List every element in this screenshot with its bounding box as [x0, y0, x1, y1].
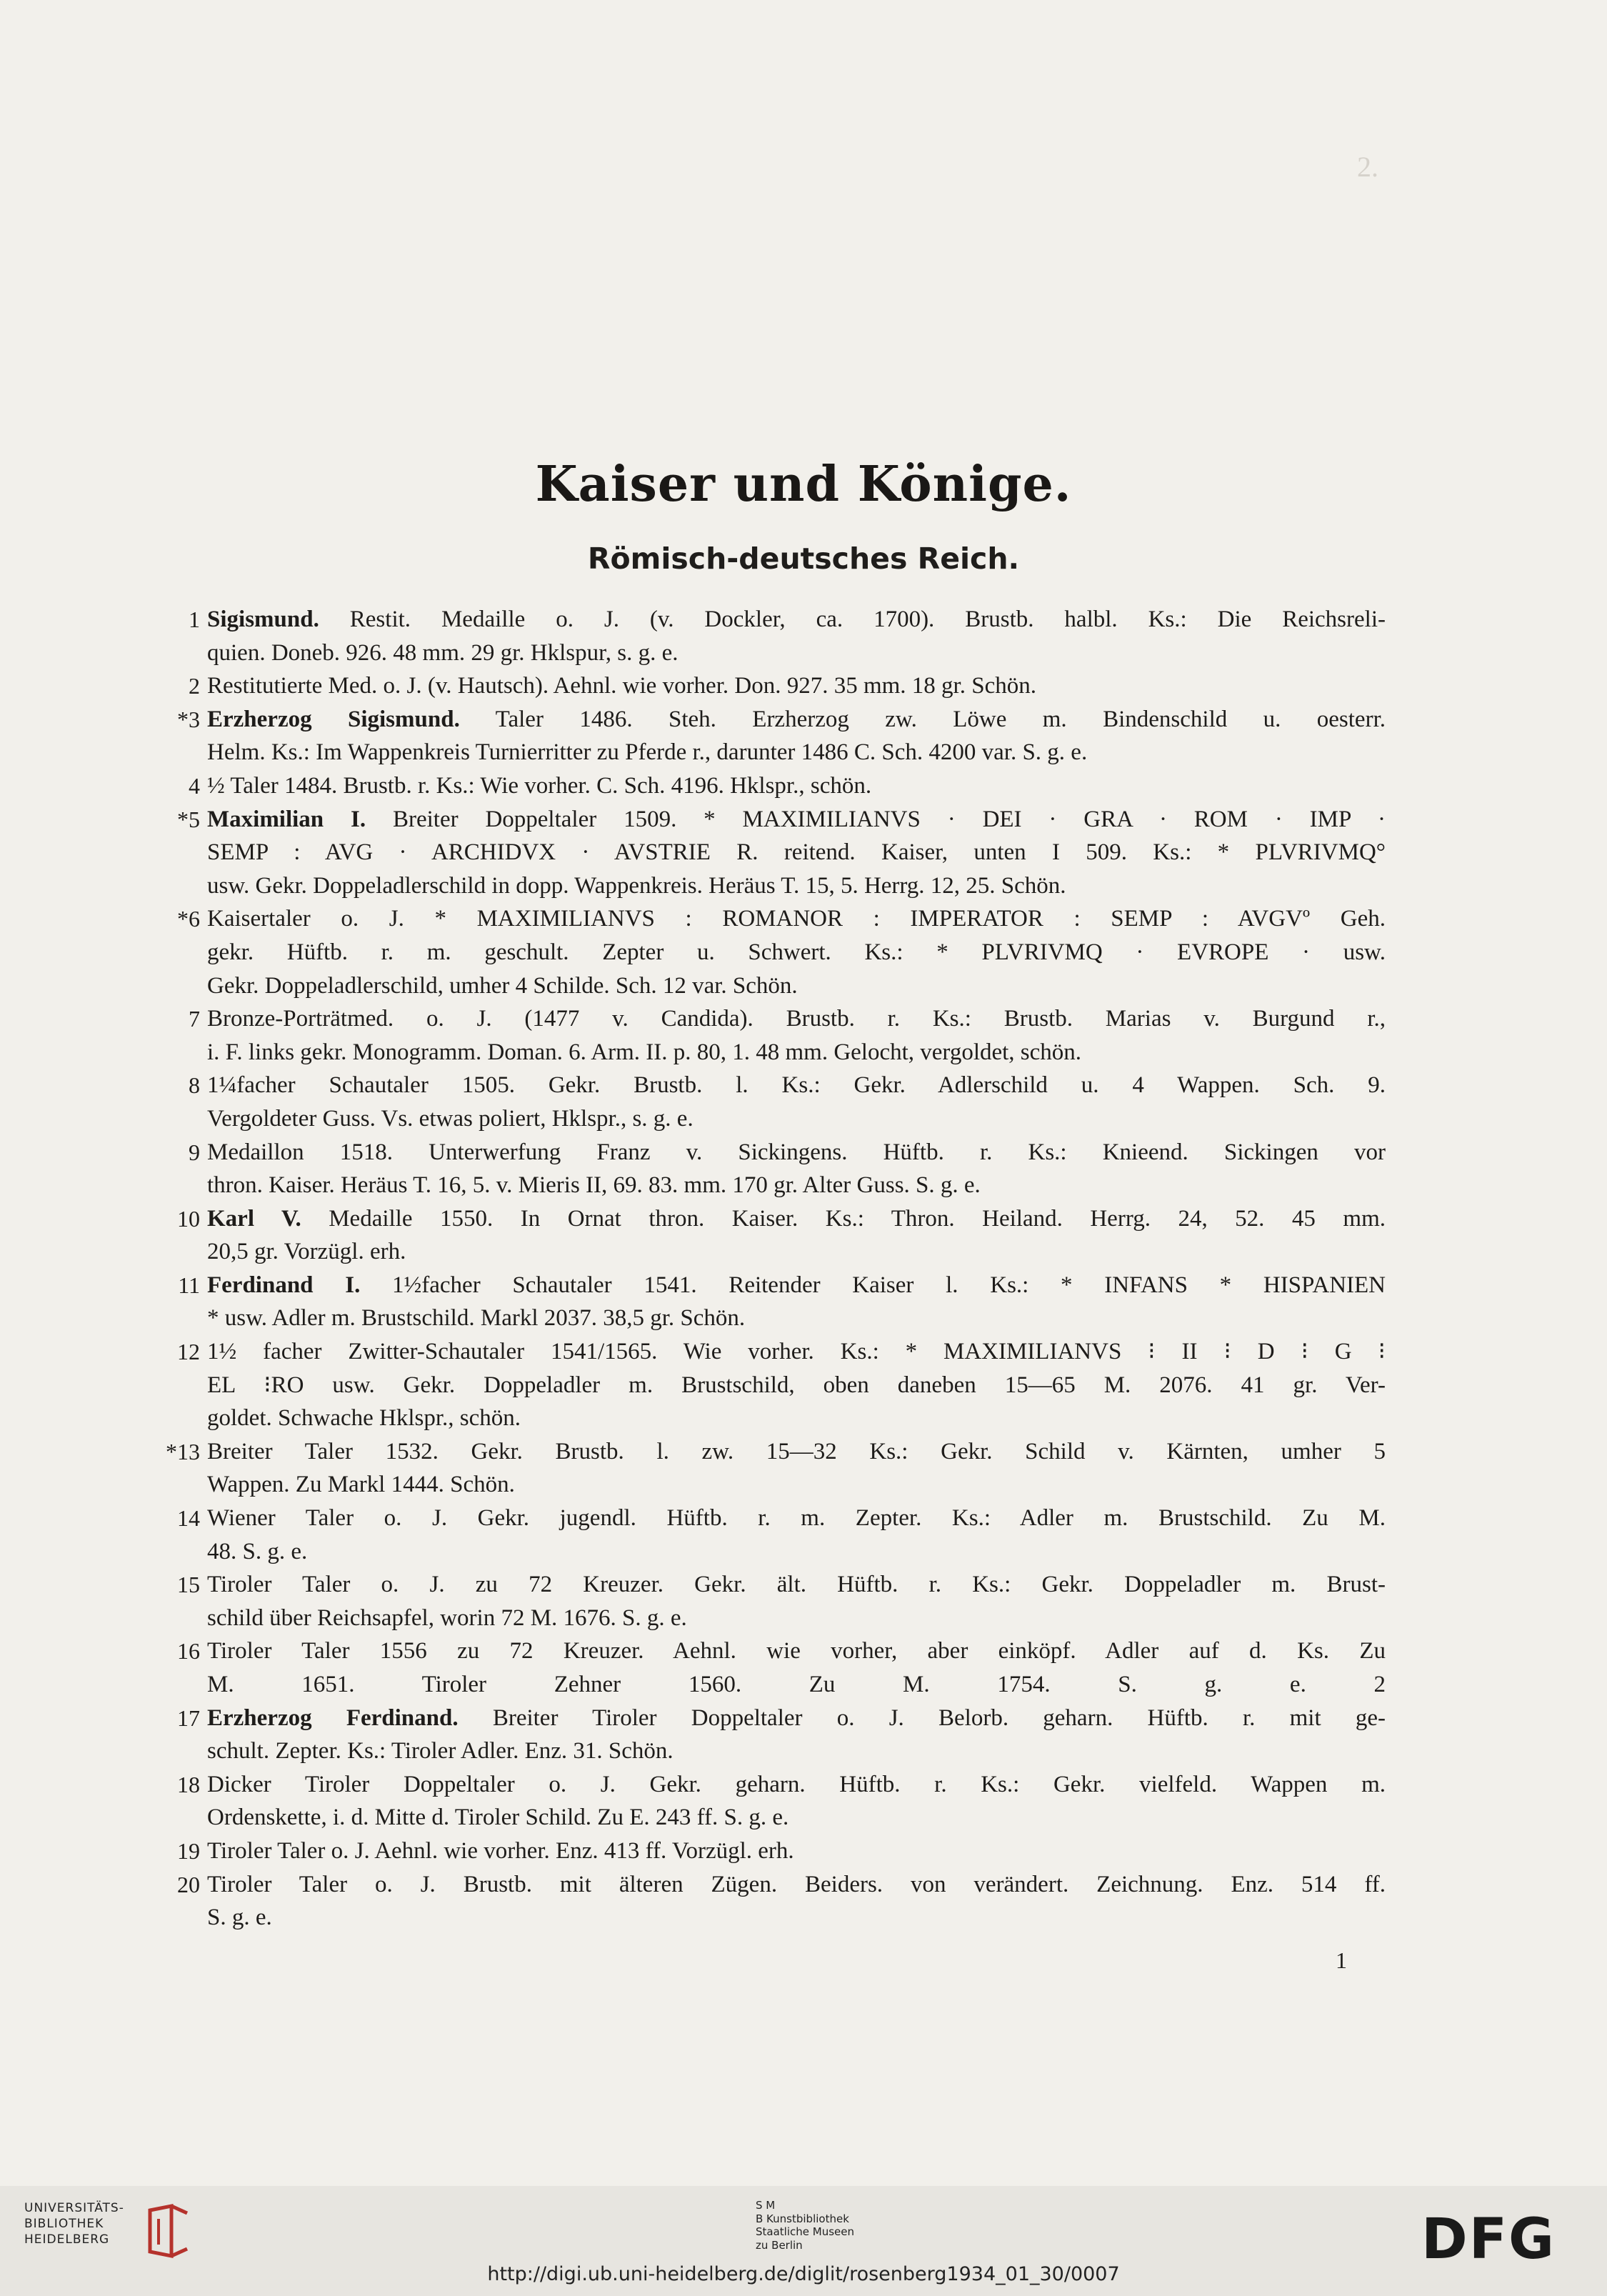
catalog-entry [136, 769, 1386, 803]
entry-number: 7 [189, 1006, 200, 1032]
entry-number: 17 [177, 1704, 200, 1731]
entry-number: *6 [177, 906, 200, 932]
entry-heading: Karl V. [207, 1205, 301, 1232]
page-subtitle: Römisch-deutsches Reich. [587, 541, 1020, 576]
entry-text [207, 703, 1386, 769]
entry-heading: Erzherzog Ferdinand. [207, 1704, 459, 1731]
catalog-entry [136, 1768, 1386, 1835]
entry-line-text: Restitutierte Med. o. J. (v. Hautsch). Aehnl. wie vorher. Don. 927. 35 mm. 18 gr. Schön. [207, 673, 1036, 699]
imprint-line: Staatliche Museen [756, 2225, 854, 2238]
entry-number: 14 [177, 1505, 200, 1532]
entry-number: *5 [177, 806, 200, 832]
entry-line-text: Wiener Taler o. J. Gekr. jugendl. Hüftb. r. m. Zepter. Ks.: Adler m. Brustschild. Zu M. [207, 1505, 1386, 1532]
entry-line-text: Medaille 1550. In Ornat thron. Kaiser. Ks.: Thron. Heiland. Herrg. 24, 52. 45 mm. [301, 1205, 1386, 1232]
entry-line-text: EL ⁝RO usw. Gekr. Doppeladler m. Brustschild, oben daneben 15—65 M. 2076. 41 gr. Ver- [207, 1372, 1386, 1398]
entry-line [207, 1335, 1386, 1369]
dfg-logo[interactable]: DFG [1421, 2207, 1556, 2272]
imprint-line: zu Berlin [756, 2238, 803, 2252]
entry-text [207, 803, 1386, 903]
entry-line [207, 836, 1386, 869]
entry-line [207, 936, 1386, 969]
entry-line [207, 1602, 1386, 1635]
entry-text [207, 1868, 1386, 1935]
entry-line [207, 1169, 1386, 1202]
catalog-entry [136, 1568, 1386, 1634]
entry-line-text: Restit. Medaille o. J. (v. Dockler, ca. 1700). Brustb. halbl. Ks.: Die Reichsreli- [319, 607, 1386, 632]
entry-line [207, 1069, 1386, 1102]
entry-number: *13 [166, 1438, 200, 1464]
entry-line-text: Tiroler Taler o. J. Brustb. mit älteren Zügen. Beiders. von verändert. Zeichnung. Enz. 514 ff. [207, 1871, 1386, 1897]
entry-heading: Maximilian I. [207, 806, 366, 832]
entry-line-text: * usw. Adler m. Brustschild. Markl 2037. 38,5 gr. Schön. [207, 1305, 746, 1332]
entry-line [207, 637, 1386, 670]
entry-number: 19 [177, 1837, 200, 1864]
catalog-entry [136, 1435, 1386, 1502]
entry-text [207, 1202, 1386, 1269]
entry-line-text: schild über Reichsapfel, worin 72 M. 1676. S. g. e. [207, 1604, 687, 1631]
entry-line [207, 1102, 1386, 1136]
entry-number: 9 [189, 1139, 200, 1165]
entry-line [207, 1668, 1386, 1702]
entry-line-text: Helm. Ks.: Im Wappenkreis Turnierritter zu Pferde r., darunter 1486 C. Sch. 4200 var. S. g. e. [207, 739, 1088, 766]
catalog-entry [136, 703, 1386, 769]
entry-number: 11 [178, 1272, 200, 1298]
logo-line: BIBLIOTHEK [24, 2217, 104, 2231]
entry-line [207, 1535, 1386, 1569]
entry-line-text: goldet. Schwache Hklspr., schön. [207, 1405, 521, 1432]
entry-number: 8 [189, 1072, 200, 1099]
entry-line-text: SEMP : AVG · ARCHIDVX · AVSTRIE R. reitend. Kaiser, unten I 509. Ks.: * PLVRIVMQ° [207, 839, 1386, 866]
museum-imprint [756, 2199, 898, 2252]
entry-text [207, 769, 1386, 803]
entry-line [207, 603, 1386, 637]
entry-number: 15 [177, 1572, 200, 1598]
entry-text [207, 1435, 1386, 1502]
entry-line [207, 1036, 1386, 1069]
entry-line [207, 1235, 1386, 1269]
entry-line [207, 1369, 1386, 1402]
catalog-entry [136, 1502, 1386, 1568]
catalog-entry [136, 669, 1386, 703]
entry-number: 2 [189, 673, 200, 699]
logo-line: UNIVERSITÄTS- [24, 2201, 124, 2215]
entry-line-text: Ordenskette, i. d. Mitte d. Tiroler Schild. Zu E. 243 ff. S. g. e. [207, 1805, 789, 1831]
entry-line-text: gekr. Hüftb. r. m. geschult. Zepter u. Schwert. Ks.: * PLVRIVMQ · EVROPE · usw. [207, 939, 1386, 965]
catalog-entry [136, 1136, 1386, 1202]
entry-line-text: schult. Zepter. Ks.: Tiroler Adler. Enz. 31. Schön. [207, 1738, 674, 1765]
entry-line [207, 803, 1386, 837]
entry-line-text: usw. Gekr. Doppeladlerschild in dopp. Wappenkreis. Heräus T. 15, 5. Herrg. 12, 25. Schön. [207, 872, 1066, 899]
entry-line-text: 20,5 gr. Vorzügl. erh. [207, 1239, 406, 1265]
entry-line [207, 1835, 1386, 1868]
catalog-entry [136, 902, 1386, 1002]
entry-line [207, 1868, 1386, 1902]
entry-number: 4 [189, 772, 200, 799]
entry-line-text: S. g. e. [207, 1905, 272, 1931]
entry-text [207, 1136, 1386, 1202]
entry-text [207, 1568, 1386, 1634]
entry-line-text: 1½facher Schautaler 1541. Reitender Kaiser l. Ks.: * INFANS * HISPANIEN [360, 1272, 1386, 1298]
entry-text [207, 603, 1386, 669]
logo-line: HEIDELBERG [24, 2232, 110, 2247]
entry-line-text: Tiroler Taler 1556 zu 72 Kreuzer. Aehnl. wie vorher, aber einköpf. Adler auf d. Ks. Zu [207, 1638, 1386, 1664]
entry-line [207, 1801, 1386, 1835]
entry-line [207, 902, 1386, 936]
entry-text [207, 1768, 1386, 1835]
entry-heading: Sigismund. [207, 607, 319, 632]
entry-line [207, 1468, 1386, 1502]
university-library-logo[interactable] [24, 2200, 139, 2247]
entry-line-text: Kaisertaler o. J. * MAXIMILIANVS : ROMANOR : IMPERATOR : SEMP : AVGVº Geh. [207, 906, 1386, 932]
entry-line-text: Tiroler Taler o. J. zu 72 Kreuzer. Gekr. ält. Hüftb. r. Ks.: Gekr. Doppeladler m. Brust- [207, 1572, 1386, 1598]
entry-heading: Ferdinand I. [207, 1272, 361, 1298]
entry-line-text: M. 1651. Tiroler Zehner 1560. Zu M. 1754. S. g. e. [207, 1672, 1306, 1697]
entry-line [207, 1502, 1386, 1535]
entry-number: 20 [177, 1871, 200, 1897]
entry-line [207, 1002, 1386, 1036]
catalog-entry [136, 603, 1386, 669]
entry-line-text: thron. Kaiser. Heräus T. 16, 5. v. Mieris II, 69. 83. mm. 170 gr. Alter Guss. S. g. e. [207, 1172, 981, 1199]
catalog-entry [136, 1335, 1386, 1435]
entry-line-text: Gekr. Doppeladlerschild, umher 4 Schilde. Sch. 12 var. Schön. [207, 972, 798, 999]
entry-line-text: 48. S. g. e. [207, 1538, 308, 1564]
entry-text [207, 902, 1386, 1002]
entry-heading: Erzherzog Sigismund. [207, 706, 460, 732]
sheet-signature: 2 [1373, 1672, 1386, 1697]
entry-line [207, 869, 1386, 903]
entry-number: 1 [189, 607, 200, 632]
entry-line [207, 769, 1386, 803]
entry-line-text: Dicker Tiroler Doppeltaler o. J. Gekr. geharn. Hüftb. r. Ks.: Gekr. vielfeld. Wappen m. [207, 1771, 1386, 1797]
entry-text [207, 1835, 1386, 1868]
entry-number: 10 [177, 1205, 200, 1232]
entry-line [207, 736, 1386, 769]
entry-line [207, 1269, 1386, 1302]
entry-line [207, 1568, 1386, 1602]
entry-line [207, 969, 1386, 1003]
entry-number: 12 [177, 1339, 200, 1365]
page-number: 1 [1336, 1947, 1347, 1973]
entry-line-text: 1½ facher Zwitter-Schautaler 1541/1565. Wie vorher. Ks.: * MAXIMILIANVS ⁝ II ⁝ D ⁝ G ⁝ [207, 1339, 1386, 1365]
imprint-line: B Kunstbibliothek [756, 2212, 849, 2225]
entry-line-text: Breiter Taler 1532. Gekr. Brustb. l. zw. 15—32 Ks.: Gekr. Schild v. Kärnten, umher 5 [207, 1438, 1386, 1464]
entry-line-text: Breiter Tiroler Doppeltaler o. J. Belorb. geharn. Hüftb. r. mit ge- [458, 1704, 1386, 1731]
entry-line [207, 1435, 1386, 1469]
entry-line [207, 1735, 1386, 1768]
permalink-url[interactable]: http://digi.ub.uni-heidelberg.de/diglit/rosenberg1934_01_30/0007 [487, 2263, 1120, 2285]
entry-line [207, 703, 1386, 737]
catalog-entry [136, 1702, 1386, 1768]
entry-line [207, 1768, 1386, 1802]
entry-text [207, 1502, 1386, 1568]
corner-mark: 2. [1357, 151, 1378, 183]
catalog-entry [136, 1269, 1386, 1335]
entry-line-text: Medaillon 1518. Unterwerfung Franz v. Sickingens. Hüftb. r. Ks.: Knieend. Sickingen vor [207, 1139, 1386, 1165]
catalog-entry [136, 1835, 1386, 1868]
entry-line [207, 1202, 1386, 1236]
entry-line-text: Breiter Doppeltaler 1509. * MAXIMILIANVS · DEI · GRA · ROM · IMP · [366, 806, 1386, 832]
entry-line [207, 1702, 1386, 1735]
entry-line-text: Taler 1486. Steh. Erzherzog zw. Löwe m. Bindenschild u. oesterr. [459, 706, 1386, 732]
entry-line [207, 1302, 1386, 1335]
catalog-entries [136, 603, 1386, 1935]
entry-line-text: quien. Doneb. 926. 48 mm. 29 gr. Hklspur, s. g. e. [207, 639, 679, 666]
entry-text [207, 1702, 1386, 1768]
entry-line-text: Tiroler Taler o. J. Aehnl. wie vorher. Enz. 413 ff. Vorzügl. erh. [207, 1837, 794, 1864]
catalog-entry [136, 1002, 1386, 1069]
entry-text [207, 1335, 1386, 1435]
entry-line-text: ½ Taler 1484. Brustb. r. Ks.: Wie vorher. C. Sch. 4196. Hklspr., schön. [207, 772, 872, 799]
entry-line [207, 1901, 1386, 1935]
entry-line-text: Wappen. Zu Markl 1444. Schön. [207, 1472, 515, 1498]
entry-number: 18 [177, 1771, 200, 1797]
entry-line-text: i. F. links gekr. Monogramm. Doman. 6. Arm. II. p. 80, 1. 48 mm. Gelocht, vergoldet, schön. [207, 1039, 1082, 1065]
entry-text [207, 1269, 1386, 1335]
entry-number: 16 [177, 1638, 200, 1664]
entry-line [207, 1634, 1386, 1668]
university-seal-icon [143, 2203, 193, 2260]
catalog-entry [136, 1868, 1386, 1935]
entry-line [207, 1402, 1386, 1435]
catalog-entry [136, 1202, 1386, 1269]
entry-line [207, 1136, 1386, 1169]
entry-line-text: 1¼facher Schautaler 1505. Gekr. Brustb. l. Ks.: Gekr. Adlerschild u. 4 Wappen. Sch. 9. [207, 1072, 1386, 1099]
catalog-entry [136, 1634, 1386, 1701]
entry-line-text: Bronze-Porträtmed. o. J. (1477 v. Candida). Brustb. r. Ks.: Brustb. Marias v. Burgund r., [207, 1006, 1386, 1032]
entry-text [207, 1002, 1386, 1069]
catalog-entry [136, 803, 1386, 903]
catalog-entry [136, 1069, 1386, 1135]
entry-line [207, 669, 1386, 703]
entry-number: *3 [177, 706, 200, 732]
imprint-line: S M [756, 2199, 776, 2212]
entry-text [207, 669, 1386, 703]
entry-text [207, 1634, 1386, 1701]
page-title: Kaiser und Könige. [535, 456, 1072, 513]
entry-line-text: Vergoldeter Guss. Vs. etwas poliert, Hklspr., s. g. e. [207, 1105, 694, 1132]
entry-text [207, 1069, 1386, 1135]
